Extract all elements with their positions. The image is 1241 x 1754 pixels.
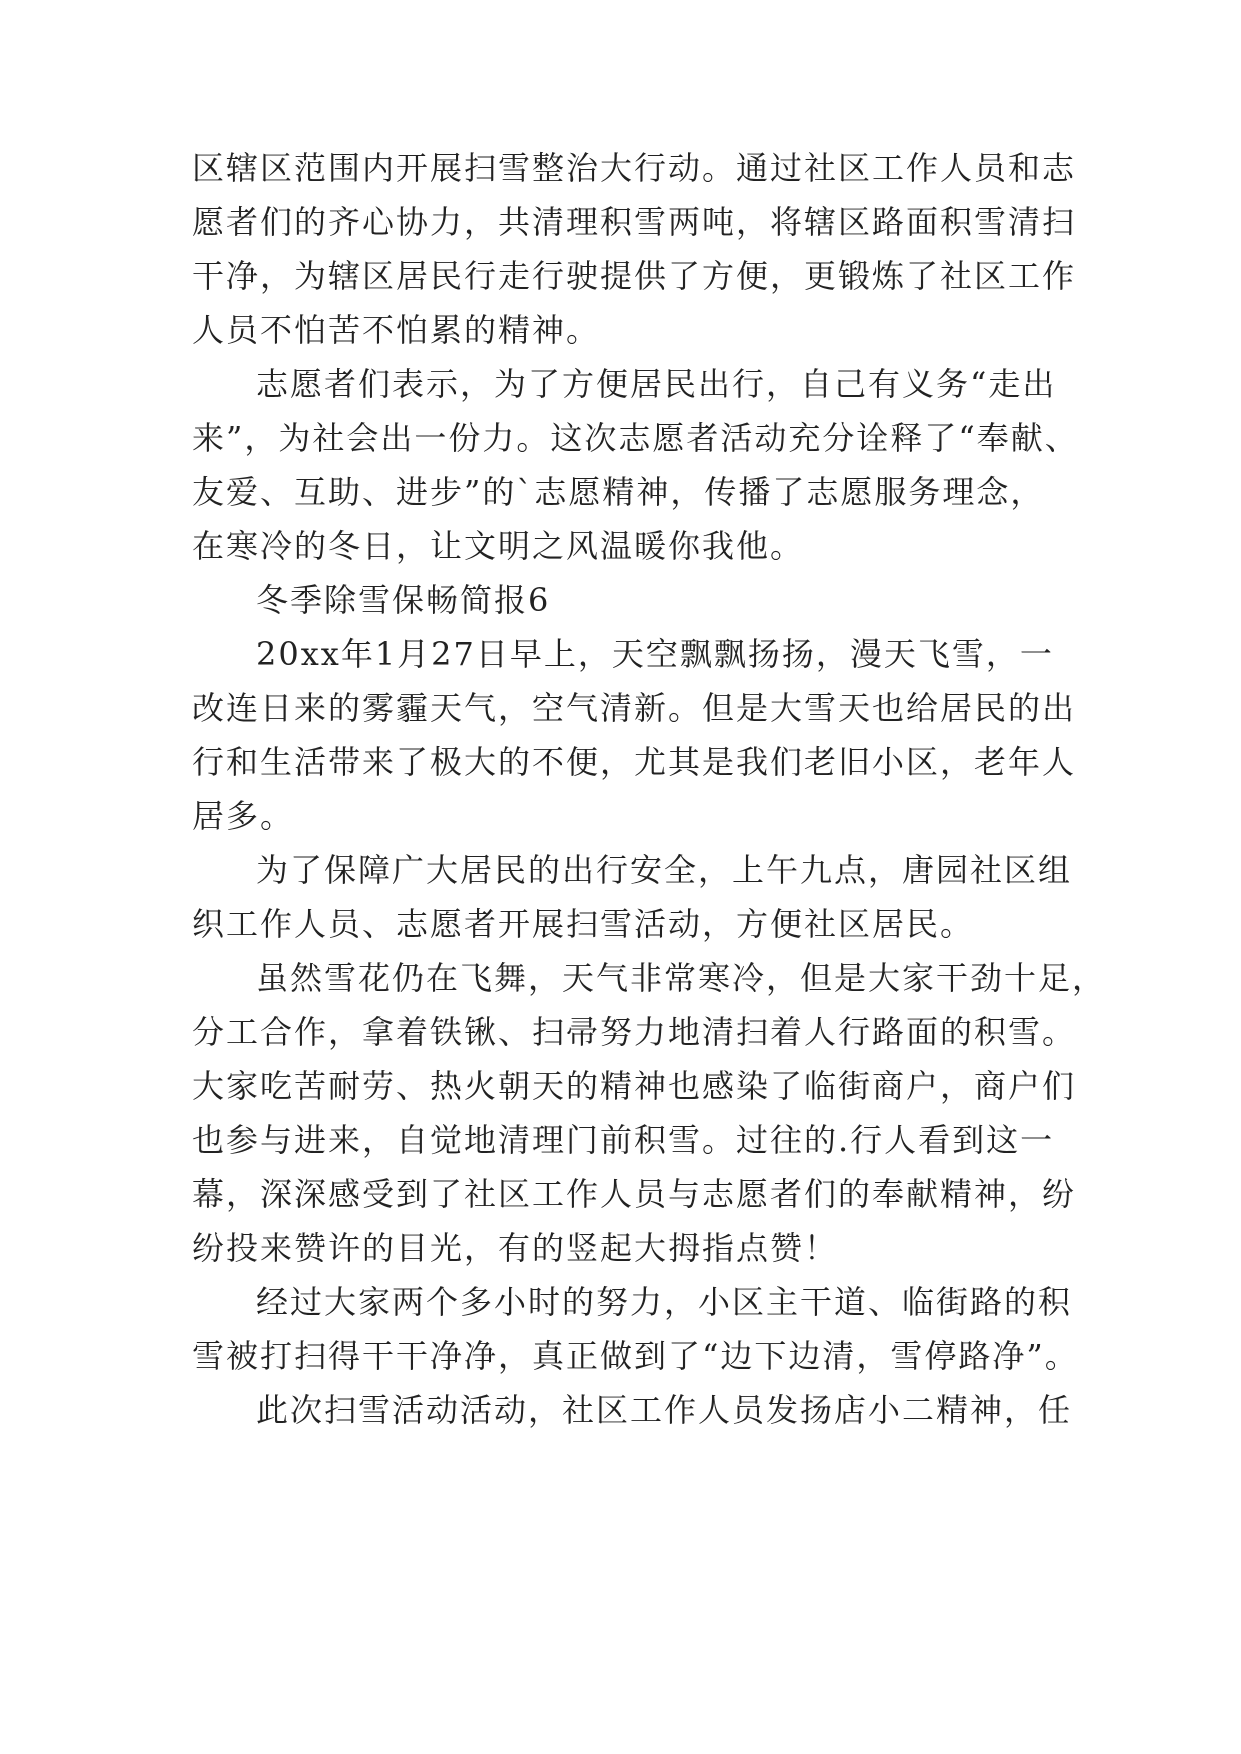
text-line: 干净，为辖区居民行走行驶提供了方便，更锻炼了社区工作 [192, 257, 1077, 295]
text-line: 也参与进来，自觉地清理门前积雪。过往的.行人看到这一 [192, 1121, 1055, 1159]
text-line: 区辖区范围内开展扫雪整治大行动。通过社区工作人员和志 [192, 149, 1077, 187]
text-line: 愿者们的齐心协力，共清理积雪两吨，将辖区路面积雪清扫 [192, 203, 1077, 241]
text-line: 分工合作，拿着铁锹、扫帚努力地清扫着人行路面的积雪。 [192, 1013, 1077, 1051]
text-line: 居多。 [192, 797, 295, 835]
text-line: 友爱、互助、进步”的`志愿精神，传播了志愿服务理念， [192, 473, 1045, 511]
text-line: 织工作人员、志愿者开展扫雪活动，方便社区居民。 [192, 905, 975, 943]
text-line: 为了保障广大居民的出行安全，上午九点，唐园社区组 [256, 851, 1073, 889]
text-line: 20xx年1月27日早上，天空飘飘扬扬，漫天飞雪，一 [256, 635, 1054, 673]
text-line: 行和生活带来了极大的不便，尤其是我们老旧小区，老年人 [192, 743, 1077, 781]
text-line: 志愿者们表示，为了方便居民出行，自己有义务“走出 [256, 365, 1057, 403]
text-line: 在寒冷的冬日，让文明之风温暖你我他。 [192, 527, 805, 565]
text-line: 纷投来赞许的目光，有的竖起大拇指点赞！ [192, 1229, 839, 1267]
text-line: 来”，为社会出一份力。这次志愿者活动充分诠释了“奉献、 [192, 419, 1079, 457]
text-line: 人员不怕苦不怕累的精神。 [192, 311, 601, 349]
section-heading: 冬季除雪保畅简报6 [256, 581, 551, 619]
text-line: 虽然雪花仍在飞舞，天气非常寒冷，但是大家干劲十足， [256, 959, 1107, 997]
text-line: 改连日来的雾霾天气，空气清新。但是大雪天也给居民的出 [192, 689, 1077, 727]
text-line: 雪被打扫得干干净净，真正做到了“边下边清，雪停路净”。 [192, 1337, 1079, 1375]
text-line: 经过大家两个多小时的努力，小区主干道、临街路的积 [256, 1283, 1073, 1321]
text-line: 大家吃苦耐劳、热火朝天的精神也感染了临街商户，商户们 [192, 1067, 1077, 1105]
text-line: 幕，深深感受到了社区工作人员与志愿者们的奉献精神，纷 [192, 1175, 1077, 1213]
text-line: 此次扫雪活动活动，社区工作人员发扬店小二精神，任 [256, 1391, 1073, 1429]
